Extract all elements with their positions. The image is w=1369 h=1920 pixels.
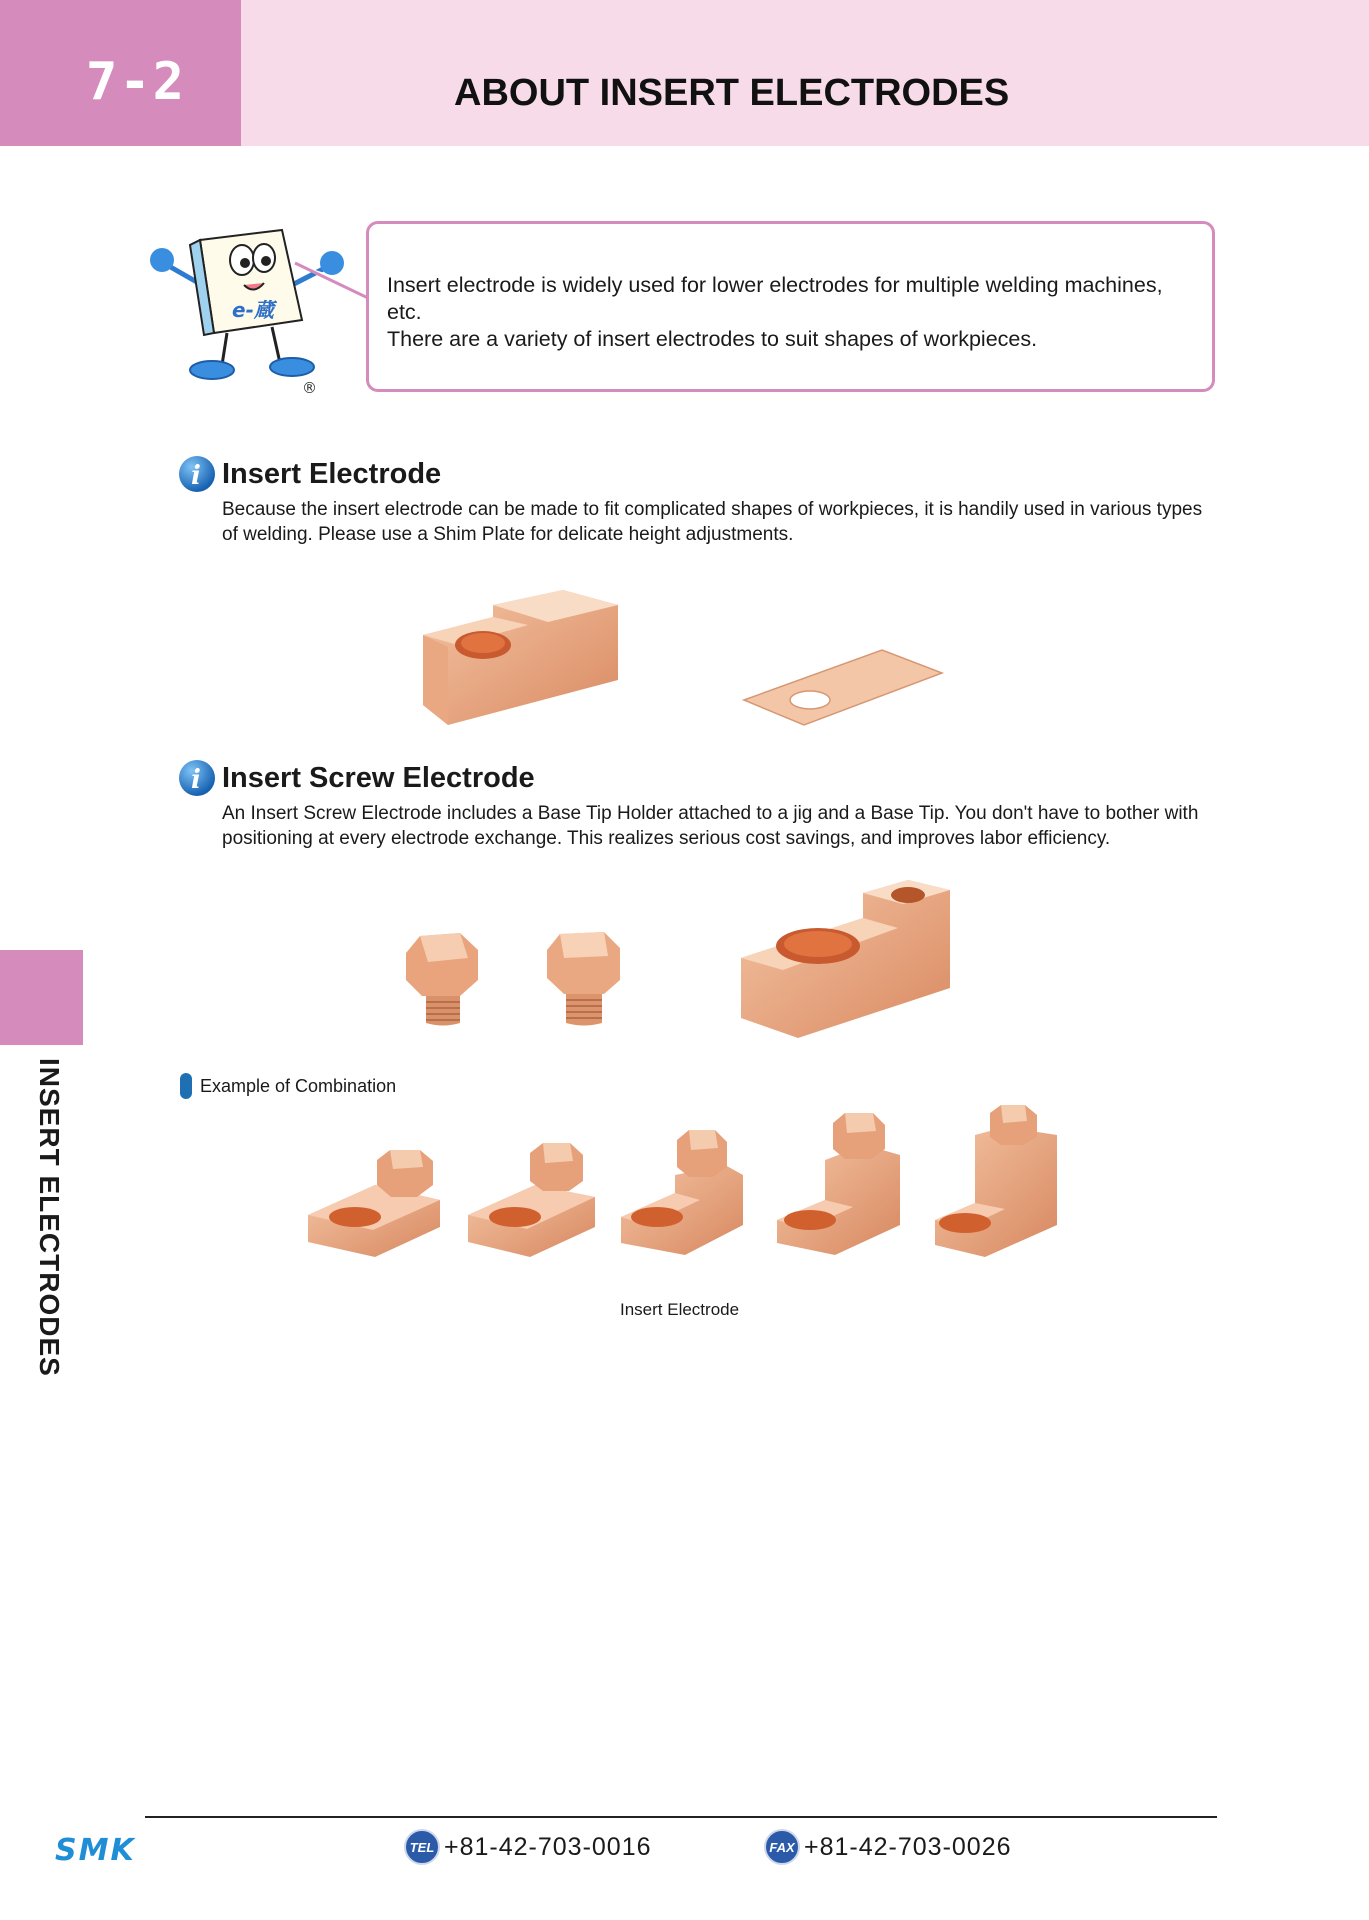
- shim-plate-photo: [742, 645, 947, 730]
- base-tip-holder-photo: [738, 878, 953, 1040]
- combination-item: [621, 1130, 743, 1255]
- fax-number: +81-42-703-0026: [804, 1832, 1012, 1861]
- section-description: Because the insert electrode can be made to fit complicated shapes of workpieces, it is handily used in various types of welding. Please use a Shim Plate for delicate height adjustments.: [222, 499, 1203, 545]
- mascot-brand-text: e-蔵: [232, 298, 274, 322]
- side-tab-label: INSERT ELECTRODES: [34, 1058, 65, 1377]
- combination-examples: [305, 1105, 1060, 1270]
- info-icon: [178, 455, 216, 493]
- footer-fax: [764, 1829, 1012, 1865]
- combination-item: [308, 1150, 440, 1257]
- section-insert-screw-electrode-heading: [178, 759, 535, 797]
- section-number: 7-2: [86, 52, 186, 112]
- callout-line-2: There are a variety of insert electrodes to suit shapes of workpieces.: [387, 327, 1038, 351]
- section-insert-electrode-heading: [178, 455, 441, 493]
- tel-icon: TEL: [404, 1829, 440, 1865]
- combination-item: [468, 1143, 595, 1257]
- base-tip-photo: [542, 928, 627, 1028]
- callout-line-1: Insert electrode is widely used for lower electrodes for multiple welding machines, etc.: [387, 273, 1163, 324]
- company-logo: [55, 1834, 160, 1864]
- callout-tail: [290, 258, 370, 318]
- section-description: An Insert Screw Electrode includes a Base Tip Holder attached to a jig and a Base Tip. You don't have to bother with positioning at every electrode exchange. This realizes serious cost savings, and improves labor efficiency.: [222, 803, 1199, 849]
- section-title: Insert Electrode: [222, 457, 442, 490]
- combination-item: [777, 1113, 900, 1255]
- callout-text: [387, 272, 1192, 353]
- footer-tel: [404, 1829, 652, 1865]
- svg-text:i: i: [191, 765, 201, 795]
- svg-text:i: i: [191, 461, 201, 491]
- heading-marker: [180, 1073, 192, 1099]
- tel-number: +81-42-703-0016: [444, 1832, 652, 1861]
- section-title: Insert Screw Electrode: [222, 761, 535, 794]
- info-icon: [178, 759, 216, 797]
- combination-heading: [180, 1073, 396, 1099]
- section-number-block: [0, 0, 241, 146]
- page-header: [0, 0, 1369, 146]
- side-tab-marker: [0, 950, 83, 1045]
- intro-callout: [366, 221, 1215, 392]
- combination-caption: Insert Electrode: [620, 1300, 740, 1319]
- footer-divider: [145, 1816, 1217, 1818]
- registered-mark: ®: [302, 379, 317, 395]
- combination-label: Example of Combination: [200, 1075, 397, 1096]
- page-title: ABOUT INSERT ELECTRODES: [454, 72, 1010, 114]
- fax-icon: FAX: [764, 1829, 800, 1865]
- base-tip-photo: [398, 928, 486, 1028]
- combination-item: [935, 1105, 1057, 1257]
- insert-electrode-photo: [418, 585, 628, 730]
- logo-text: SMK: [55, 1834, 136, 1864]
